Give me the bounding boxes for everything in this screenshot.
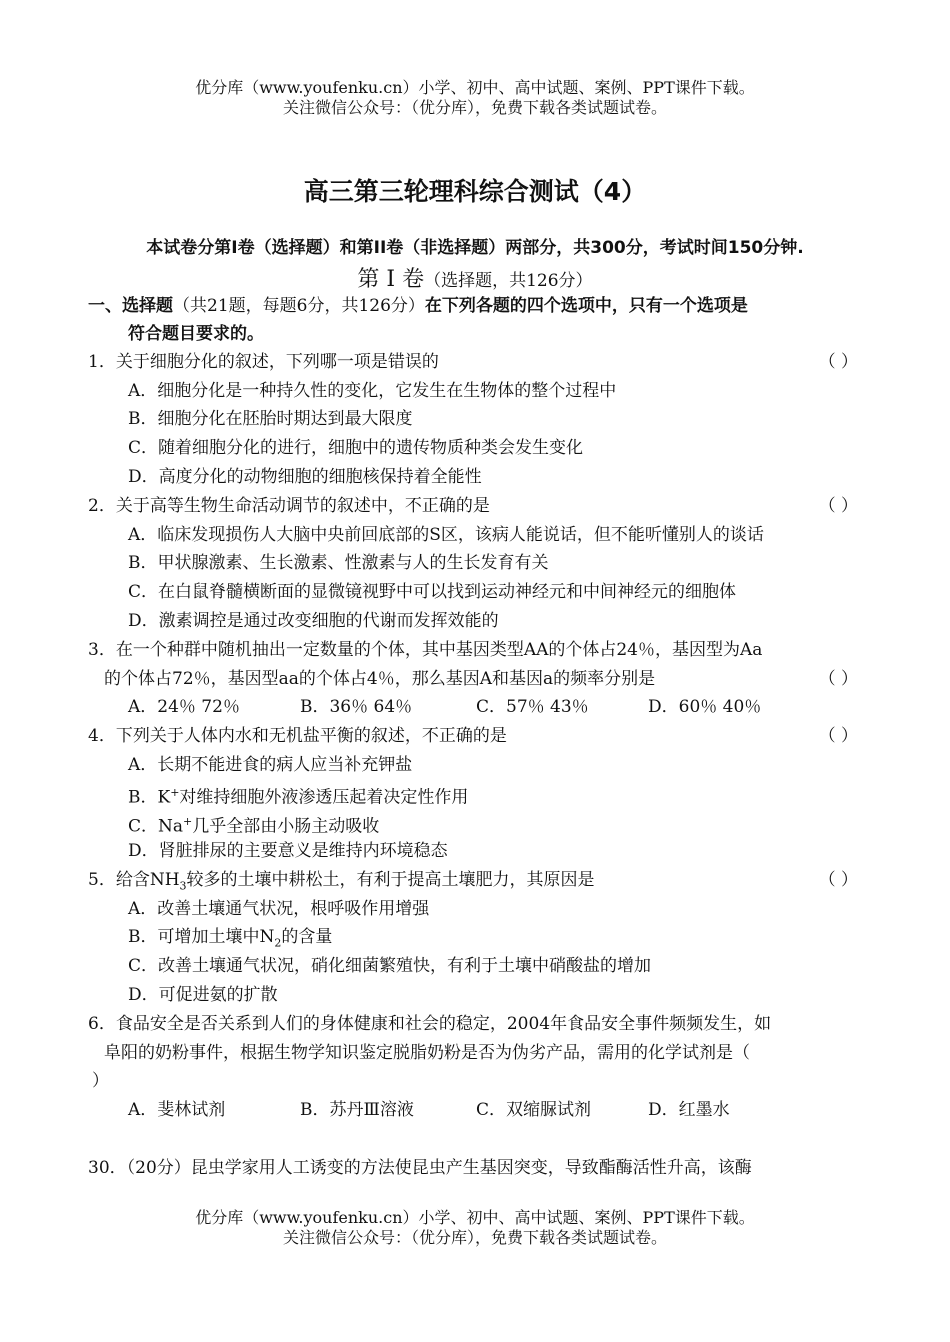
option-d: D．高度分化的动物细胞的细胞核保持着全能性 (128, 466, 482, 487)
header-line-1: 优分库（www.youfenku.cn）小学、初中、高中试题、案例、PPT课件下载。 (195, 78, 755, 97)
option-c: C．57％ 43％ (476, 697, 589, 718)
option-d: D．激素调控是通过改变细胞的代谢而发挥效能的 (128, 610, 499, 631)
section-note: （共21题，每题6分，共126分） (173, 296, 425, 316)
option-c-text: 几乎全部由小肠主动吸收 (192, 816, 380, 837)
option-d: D．60％ 40％ (648, 697, 762, 718)
stem-text: 较多的土壤中耕松土，有利于提高土壤肥力，其原因是 (186, 870, 595, 890)
section-instruction-1: 在下列各题的四个选项中，只有一个选项是 (424, 296, 748, 316)
option-b (88, 779, 868, 808)
section-heading (88, 292, 868, 348)
option-b-prefix: B．可增加土壤中N (128, 927, 275, 948)
question-stem-line-3: ） (92, 1071, 109, 1092)
nitrogen-subscript: 2 (274, 936, 282, 950)
potassium-charge: + (170, 786, 180, 800)
option-b: B．甲状腺激素、生长激素、性激素与人的生长发育有关 (128, 553, 549, 574)
question-1 (88, 348, 868, 491)
option-a: A．长期不能进食的病人应当补充钾盐 (128, 754, 413, 775)
exam-intro: 本试卷分第I卷（选择题）和第II卷（非选择题）两部分，共300分，考试时间150分钟. (146, 238, 804, 258)
option-d: D．可促进氨的扩散 (128, 984, 278, 1005)
volume-label: 第 I 卷 (357, 267, 425, 292)
option-b: B．36％ 64％ (300, 697, 413, 718)
answer-parentheses: （ ） (818, 496, 858, 516)
option-c: C．改善土壤通气状况，硝化细菌繁殖快，有利于土壤中硝酸盐的增加 (128, 956, 652, 977)
option-d: D．肾脏排尿的主要意义是维持内环境稳态 (128, 840, 448, 861)
answer-parentheses: （ ） (818, 352, 858, 372)
header-line-2: 关注微信公众号：（优分库），免费下载各类试题试卷。 (282, 98, 667, 117)
page-title: 高三第三轮理科综合测试（4） (303, 177, 647, 206)
footer-line-2: 关注微信公众号：（优分库），免费下载各类试题试卷。 (282, 1228, 667, 1247)
footer-line-1: 优分库（www.youfenku.cn）小学、初中、高中试题、案例、PPT课件下载。 (195, 1208, 755, 1227)
volume-heading (0, 262, 950, 293)
option-b: B．苏丹Ⅲ溶液 (300, 1100, 414, 1121)
option-c-prefix: C．Na (128, 816, 184, 837)
question-3 (88, 636, 868, 722)
question-stem (88, 870, 595, 893)
option-b-text: 对维持细胞外液渗透压起着决定性作用 (179, 788, 469, 809)
option-a: A．24％ 72％ (128, 697, 240, 718)
option-d: D．红墨水 (648, 1100, 730, 1121)
answer-parentheses: （ ） (818, 870, 858, 890)
question-stem: 1．关于细胞分化的叙述，下列哪一项是错误的 (88, 352, 439, 372)
question-stem: 2．关于高等生物生命活动调节的叙述中，不正确的是 (88, 496, 490, 516)
question-2 (88, 492, 868, 635)
option-a: A．斐林试剂 (128, 1100, 226, 1121)
option-c (88, 808, 868, 837)
volume-note: （选择题，共126分） (424, 271, 593, 291)
answer-parentheses: （ ） (818, 668, 858, 689)
question-5 (88, 866, 868, 1009)
option-b: B．细胞分化在胚胎时期达到最大限度 (128, 409, 413, 430)
question-30-stem: 30．（20分）昆虫学家用人工诱变的方法使昆虫产生基因突变，导致酯酶活性升高，该酶 (88, 1158, 752, 1178)
question-6 (88, 1010, 868, 1125)
option-a: A．细胞分化是一种持久性的变化，它发生在生物体的整个过程中 (128, 380, 617, 401)
question-stem-line-1: 6．食品安全是否关系到人们的身体健康和社会的稳定，2004年食品安全事件频频发生，如 (88, 1014, 772, 1034)
option-a: A．临床发现损伤人大脑中央前回底部的S区，该病人能说话，但不能听懂别人的谈话 (128, 524, 764, 545)
option-b (88, 923, 868, 952)
ammonia-subscript: 3 (179, 879, 187, 893)
option-c: C．随着细胞分化的进行，细胞中的遗传物质种类会发生变化 (128, 438, 584, 459)
page-footer (0, 1208, 950, 1248)
stem-prefix: 5．给含NH (88, 870, 180, 890)
option-a: A．改善土壤通气状况，根呼吸作用增强 (128, 898, 430, 919)
page-header (0, 78, 950, 118)
answer-parentheses: （ ） (818, 726, 858, 746)
option-b-prefix: B．K (128, 788, 171, 809)
question-stem: 4．下列关于人体内水和无机盐平衡的叙述，不正确的是 (88, 726, 507, 746)
question-stem-line-2: 阜阳的奶粉事件，根据生物学知识鉴定脱脂奶粉是否为伪劣产品，需用的化学试剂是（ (104, 1042, 750, 1063)
question-4 (88, 722, 868, 865)
question-stem-line-1: 3．在一个种群中随机抽出一定数量的个体，其中基因类型AA的个体占24％，基因型为Aa (88, 640, 763, 660)
option-b-text: 的含量 (281, 927, 333, 948)
option-c: C．双缩脲试剂 (476, 1100, 592, 1121)
option-c: C．在白鼠脊髓横断面的显微镜视野中可以找到运动神经元和中间神经元的细胞体 (128, 582, 737, 603)
sodium-charge: + (183, 815, 193, 829)
section-label: 一、选择题 (88, 296, 173, 316)
section-instruction-2: 符合题目要求的。 (128, 324, 264, 344)
question-stem-line-2: 的个体占72％，基因型aa的个体占4％，那么基因A和基因a的频率分别是 (104, 668, 656, 689)
